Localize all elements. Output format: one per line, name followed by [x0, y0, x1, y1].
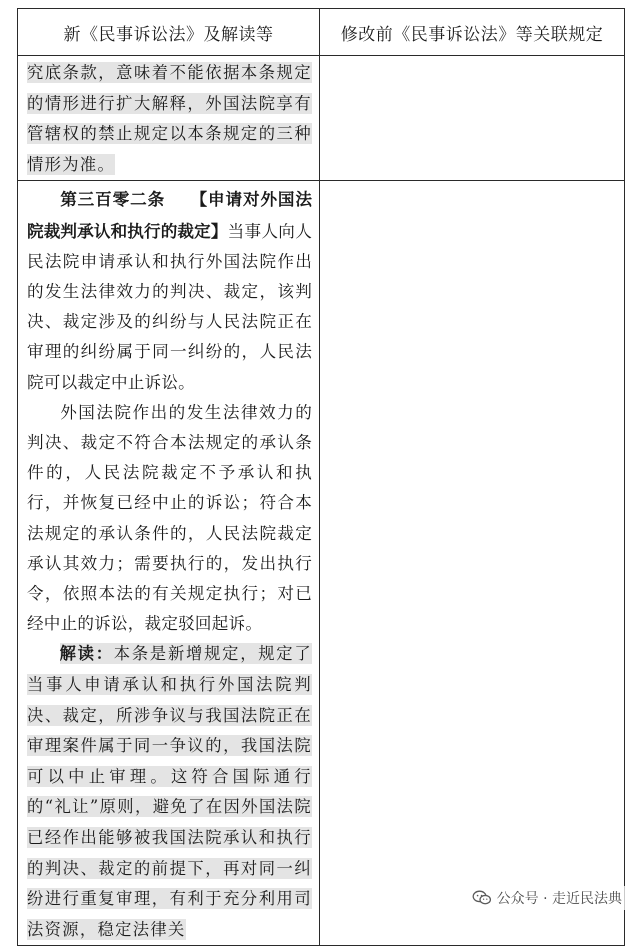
cell-article-302 — [18, 181, 320, 946]
header-new-law: 新《民事诉讼法》及解读等 — [18, 9, 320, 56]
interpretation-text: 本条是新增规定，规定了当事人申请承认和执行外国法院判决、裁定，所涉争议与我国法院正在审理案件属于同一争议的，我国法院可以中止审理。这符合国际通行的“礼让”原则，避免了在因外国法院已经作出能够被我国法院承认和执行的判决、裁定的前提下，再对同一纠纷进行重复审理，有利于充分利用司法资源，稳定法律关 — [27, 644, 312, 939]
table-header-row — [18, 9, 625, 56]
watermark-text: 公众号 · 走近民法典 — [496, 891, 622, 907]
table-row — [18, 56, 625, 181]
wechat-icon — [472, 890, 492, 906]
cell-old-law-empty — [320, 181, 625, 946]
interpretation-continued-text: 究底条款，意味着不能依据本条规定的情形进行扩大解释，外国法院享有管辖权的禁止规定以本条规定的三种情形为准。 — [27, 63, 312, 174]
cell-old-law-empty — [320, 56, 625, 181]
comparison-table — [17, 8, 625, 946]
header-old-law: 修改前《民事诉讼法》等关联规定 — [320, 9, 625, 56]
cell-interpretation-continued — [18, 56, 320, 181]
article-number: 第三百零二条 — [60, 189, 166, 210]
table-row — [18, 181, 625, 946]
article-paragraph-2: 外国法院作出的发生法律效力的判决、裁定不符合本法规定的承认条件的，人民法院裁定不予承认和执行，并恢复已经中止的诉讼；符合本法规定的承认条件的，人民法院裁定承认其效力；需要执行的，发出执行令，依照本法的有关规定执行；对已经中止的诉讼，裁定驳回起诉。 — [27, 402, 312, 634]
interpretation-label: 解读： — [59, 644, 114, 664]
article-title: 【申请对外国法院裁判承认和执行的裁定】 — [27, 189, 313, 241]
article-paragraph-1 — [27, 184, 312, 397]
article-paragraph-1-text: 当事人向人民法院申请承认和执行外国法院作出的发生法律效力的判决、裁定，该判决、裁定涉及的纠纷与人民法院正在审理的纠纷属于同一纠纷的，人民法院可以裁定中止诉讼。 — [27, 221, 313, 392]
watermark — [468, 886, 626, 910]
